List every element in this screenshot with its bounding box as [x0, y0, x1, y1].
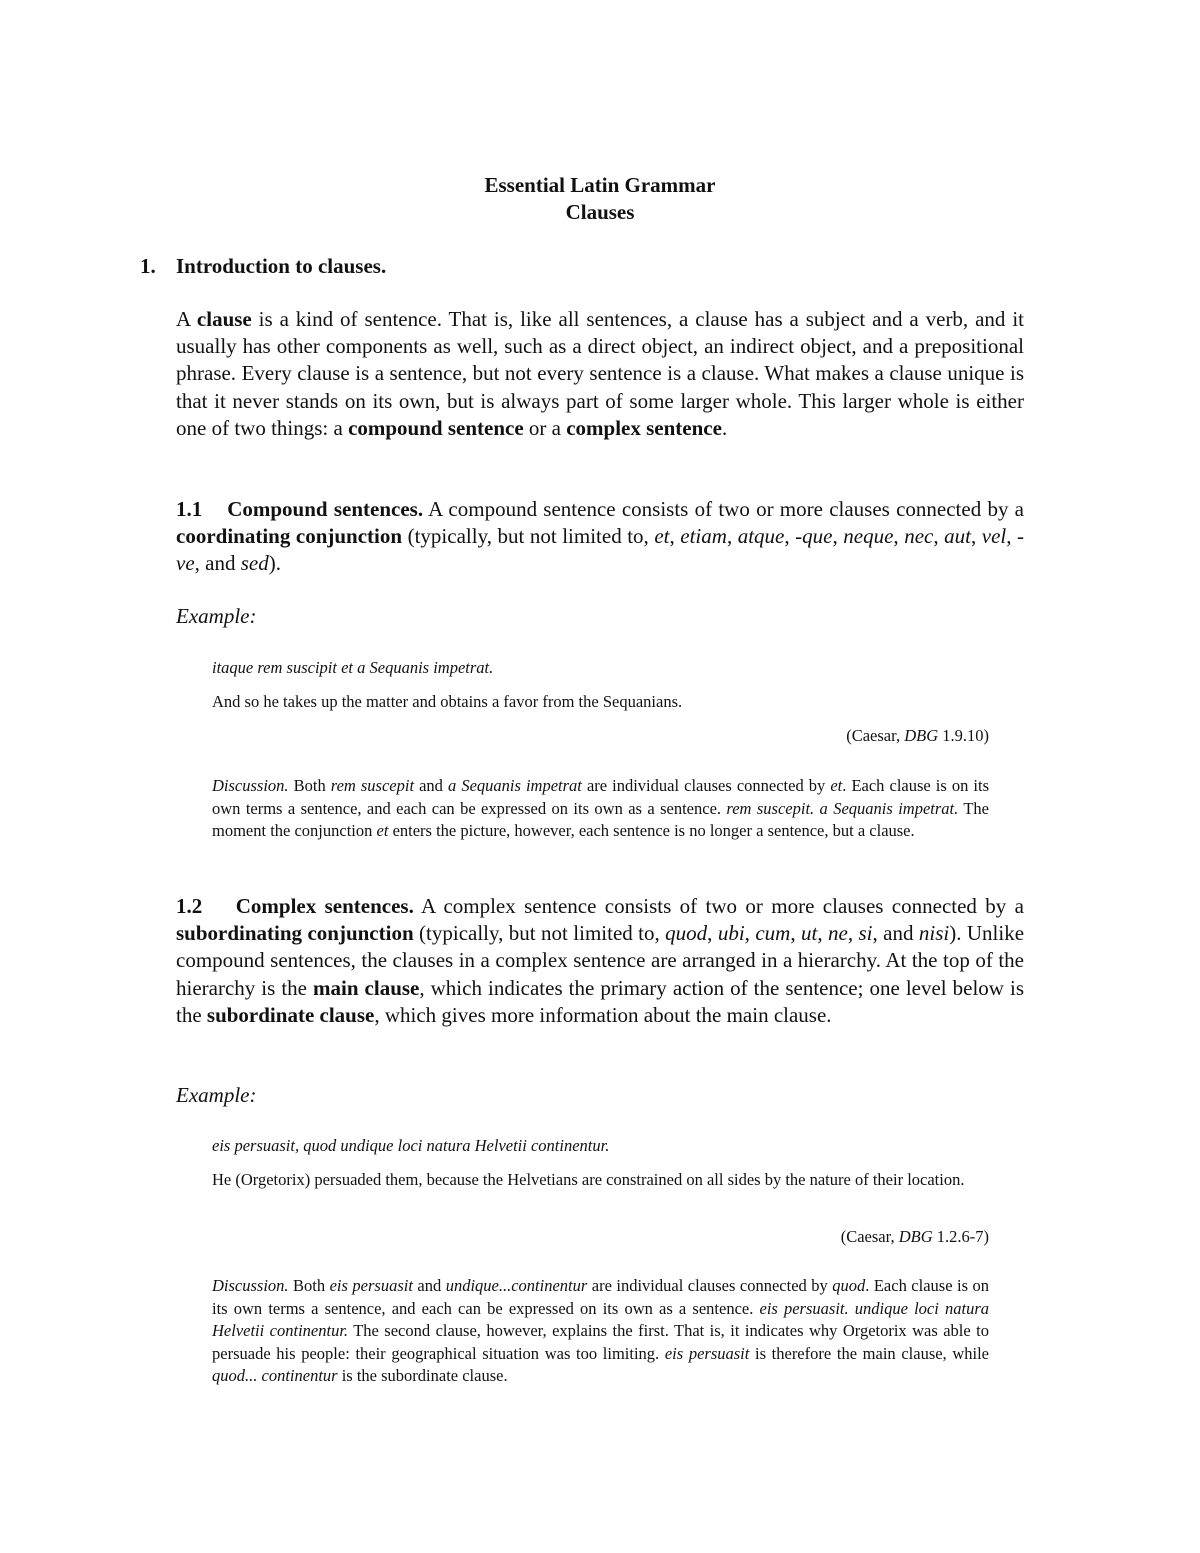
text-run: (typically, but not limited to,	[413, 921, 666, 946]
text-run: ,	[784, 524, 796, 549]
text-run: ,	[707, 921, 718, 946]
text-run: ,	[893, 524, 905, 549]
text-run: are individual clauses connected by	[587, 1276, 833, 1295]
latin-example: itaque rem suscipit et a Sequanis impetrat.	[212, 658, 494, 677]
latin-word: si	[858, 921, 873, 946]
text-run: ,	[726, 524, 738, 549]
latin-phrase: et	[830, 776, 843, 795]
latin-word: etiam	[680, 524, 727, 549]
section-1-number: 1.	[140, 254, 156, 278]
text-run: ,	[669, 524, 681, 549]
text-run: ,	[744, 921, 756, 946]
latin-word: et	[654, 524, 670, 549]
term-compound-sentence: compound sentence	[348, 415, 524, 440]
example-citation	[212, 1226, 989, 1249]
text-run: , and	[194, 551, 241, 576]
term-complex-sentence: complex sentence	[566, 415, 722, 440]
term-main-clause: main clause	[313, 975, 420, 1000]
text-run: or a	[523, 415, 567, 440]
latin-phrase: a Sequanis impetrat	[448, 776, 582, 795]
text-run: ,	[817, 921, 828, 946]
latin-phrase: undique...continentur	[445, 1276, 588, 1295]
discussion-label: Discussion.	[212, 776, 289, 795]
text-run: A complex sentence consists of two or more clauses connected by a	[413, 894, 1024, 918]
text-run: .	[721, 415, 728, 440]
text-run: (typically, but not limited to,	[402, 524, 655, 549]
text-run: ,	[847, 921, 859, 946]
term-coordinating-conjunction: coordinating conjunction	[176, 524, 403, 549]
text-run: and	[414, 776, 448, 795]
text-run: The moment the conjunction	[212, 798, 989, 840]
text-run: ,	[832, 524, 844, 549]
latin-phrase: eis persuasit. undique loci natura Helvetii continentur.	[212, 1298, 989, 1340]
text-run: ). Unlike compound sentences, the clauses in a complex sentence are arranged in a hierarchy. At the top of the hierarchy is the	[176, 921, 1025, 1000]
text-run: enters the picture, however, each sentence is no longer a sentence, but a clause.	[388, 821, 915, 840]
text-run: A	[176, 307, 197, 331]
text-run: ,	[1006, 524, 1018, 549]
discussion-label: Discussion.	[212, 1276, 289, 1295]
discussion-paragraph	[212, 1275, 989, 1388]
section-1-paragraph	[176, 306, 1024, 442]
latin-phrase: rem suscepit. a Sequanis impetrat.	[726, 798, 959, 818]
section-1-1-paragraph	[176, 496, 1024, 578]
document-subtitle: Clauses	[565, 200, 635, 224]
text-run: (Caesar,	[846, 726, 905, 745]
text-run: Both	[288, 1276, 330, 1295]
section-1-1-heading: 1.1 Compound sentences.	[176, 497, 424, 521]
latin-phrase: et	[376, 821, 389, 840]
term-clause: clause	[196, 307, 252, 331]
term-subordinate-clause: subordinate clause	[206, 1002, 375, 1027]
text-run: is therefore the main clause, while	[749, 1343, 990, 1363]
text-run: (Caesar,	[840, 1227, 899, 1246]
text-run: . Each clause is on its own terms a sentence, and each can be expressed on its own as a sentence.	[212, 1276, 989, 1318]
section-1-2-heading: 1.2 Complex sentences.	[176, 894, 414, 918]
text-run: A compound sentence consists of two or more clauses connected by a	[423, 497, 1025, 521]
latin-word: vel	[981, 524, 1007, 549]
latin-word: aut	[944, 524, 971, 549]
text-run: ).	[268, 551, 281, 576]
discussion-paragraph	[212, 775, 989, 843]
latin-phrase: quod	[832, 1276, 866, 1295]
latin-phrase: eis persuasit	[329, 1276, 413, 1295]
text-run: The second clause, however, explains the first. That is, it indicates why Orgetorix was able to persuade his people: their geographical situation was too limiting.	[212, 1321, 990, 1363]
section-1-title: Introduction to clauses.	[176, 254, 387, 278]
latin-word: sed	[240, 551, 269, 576]
text-run: Both	[288, 776, 331, 795]
text-run: , and	[872, 921, 919, 946]
latin-word: quod	[665, 921, 708, 946]
latin-word: cum	[755, 921, 791, 946]
latin-word: -ve	[176, 524, 1025, 576]
text-run: is a kind of sentence. That is, like all sentences, a clause has a subject and a verb, and it usually has other components as well, such as a direct object, an indirect object, and a prepositional phrase. Every clause is a sentence, but not every sentence is a clause. What makes a clause unique is that it never stands on its own, but is always part of some larger whole. This larger whole is either one of two things: a	[176, 307, 1024, 440]
term-subordinating-conjunction: subordinating conjunction	[176, 921, 414, 946]
text-run: ,	[790, 921, 801, 946]
example-label: Example:	[176, 1083, 257, 1107]
latin-word: neque	[843, 524, 894, 549]
text-run: and	[412, 1276, 446, 1295]
text-run: . Each clause is on its own terms a sentence, and each can be expressed on its own as a sentence.	[212, 776, 990, 818]
latin-word: ubi	[717, 921, 745, 946]
text-run: , which gives more information about the main clause.	[374, 1002, 832, 1027]
text-run: is the subordinate clause.	[337, 1366, 508, 1385]
latin-word: -que	[795, 524, 833, 549]
latin-word: nisi	[918, 921, 950, 946]
example-label: Example:	[176, 604, 257, 628]
text-run: are individual clauses connected by	[581, 776, 831, 795]
text-run: ,	[933, 524, 945, 549]
example-translation: And so he takes up the matter and obtains a favor from the Sequanians.	[212, 692, 683, 711]
latin-word: nec	[904, 524, 934, 549]
citation-work: DBG	[904, 726, 939, 745]
section-1-2-paragraph	[176, 893, 1024, 1029]
latin-word: ut	[800, 921, 818, 946]
text-run: 1.9.10)	[938, 726, 989, 745]
latin-word: atque	[737, 524, 785, 549]
latin-phrase: rem suscepit	[330, 776, 415, 795]
document-title: Essential Latin Grammar	[484, 173, 716, 197]
text-run: 1.2.6-7)	[932, 1227, 989, 1246]
latin-example: eis persuasit, quod undique loci natura Helvetii continentur.	[212, 1136, 610, 1155]
citation-work: DBG	[898, 1227, 933, 1246]
example-citation	[212, 725, 989, 748]
text-run: , which indicates the primary action of the sentence; one level below is the	[176, 975, 1024, 1027]
text-run: ,	[970, 524, 982, 549]
latin-phrase: eis persuasit	[664, 1343, 750, 1363]
latin-word: ne	[827, 921, 848, 946]
latin-phrase: quod... continentur	[212, 1366, 338, 1385]
section-1-heading	[140, 254, 386, 279]
example-translation: He (Orgetorix) persuaded them, because the Helvetians are constrained on all sides by the nature of their location.	[212, 1170, 965, 1189]
